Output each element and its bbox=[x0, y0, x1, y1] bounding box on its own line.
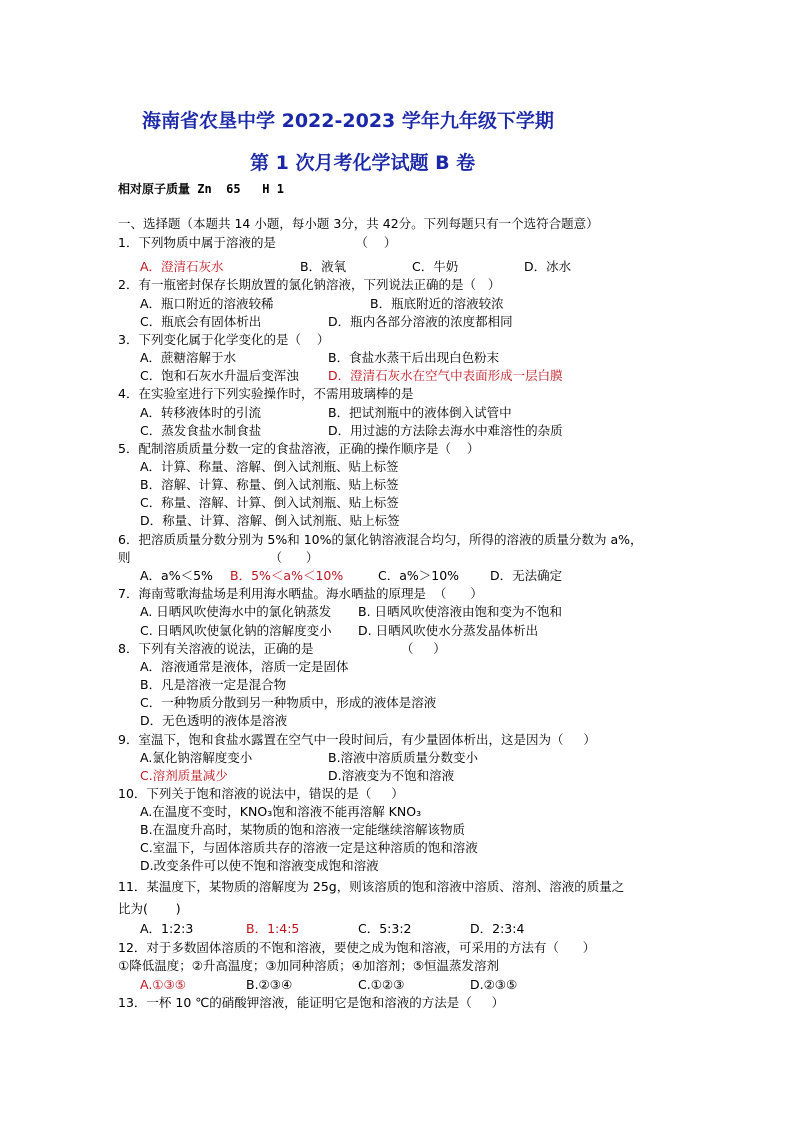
q7-option-d: D. 日晒风吹使水分蒸发晶体析出 bbox=[358, 623, 539, 638]
q5-option-a: A．计算、称量、溶解、倒入试剂瓶、贴上标签 bbox=[140, 459, 399, 474]
q9-option-d: D.溶液变为不饱和溶液 bbox=[328, 768, 455, 783]
q11-option-a: A．1:2:3 bbox=[140, 921, 194, 936]
q8-option-d: D．无色透明的液体是溶液 bbox=[140, 713, 288, 728]
q10-option-c: C.室温下，与固体溶质共存的溶液一定是这种溶质的饱和溶液 bbox=[140, 840, 478, 855]
question-6-stem-cont: 则 （ ） bbox=[118, 550, 319, 565]
q10-option-b: B.在温度升高时，某物质的饱和溶液一定能继续溶解该物质 bbox=[140, 822, 466, 837]
q8-option-a: A．溶液通常是液体，溶质一定是固体 bbox=[140, 659, 349, 674]
q6-option-a: A．a%＜5% bbox=[140, 568, 213, 583]
question-7-stem: 7．海南莺歌海盐场是利用海水晒盐。海水晒盐的原理是 （ ） bbox=[118, 586, 483, 601]
q5-option-d: D．称量、计算、溶解、倒入试剂瓶、贴上标签 bbox=[140, 513, 400, 528]
question-12-stem-cont: ①降低温度；②升高温度；③加同种溶质；④加溶剂；⑤恒温蒸发溶剂 bbox=[118, 958, 500, 973]
question-11-stem-cont: 比为( ) bbox=[118, 901, 181, 916]
question-12-stem: 12．对于多数固体溶质的不饱和溶液，要使之成为饱和溶液，可采用的方法有（ ） bbox=[118, 940, 596, 955]
q12-option-b: B.②③④ bbox=[246, 977, 293, 992]
question-6-stem: 6．把溶质质量分数分别为 5%和 10%的氯化钠溶液混合均匀，所得的溶液的质量分数为 a%， bbox=[118, 532, 643, 547]
question-5-stem: 5．配制溶质质量分数一定的食盐溶液，正确的操作顺序是（ ） bbox=[118, 441, 480, 456]
section-heading: 一、选择题（本题共 14 小题，每小题 3分，共 42分。下列每题只有一个选符合题意） bbox=[118, 216, 599, 231]
q6-option-b: B．5%＜a%＜10% bbox=[230, 568, 344, 583]
atomic-mass-note: 相对原子质量 Zn 65 H 1 bbox=[118, 182, 284, 196]
q7-option-a: A. 日晒风吹使海水中的氯化钠蒸发 bbox=[140, 604, 332, 619]
q9-option-a: A.氯化钠溶解度变小 bbox=[140, 750, 253, 765]
q1-option-d: D．冰水 bbox=[524, 259, 572, 274]
q1-option-c: C．牛奶 bbox=[412, 259, 459, 274]
q4-option-d: D．用过滤的方法除去海水中难溶性的杂质 bbox=[328, 423, 563, 438]
q12-option-d: D.②③⑤ bbox=[470, 977, 518, 992]
question-9-stem: 9．室温下，饱和食盐水露置在空气中一段时间后，有少量固体析出，这是因为（ ） bbox=[118, 732, 596, 747]
question-4-stem: 4．在实验室进行下列实验操作时，不需用玻璃棒的是 bbox=[118, 386, 414, 401]
q12-option-a: A.①③⑤ bbox=[140, 977, 186, 992]
q6-option-c: C．a%＞10% bbox=[378, 568, 460, 583]
q7-option-b: B. 日晒风吹使溶液由饱和变为不饱和 bbox=[358, 604, 563, 619]
q4-option-a: A．转移液体时的引流 bbox=[140, 405, 262, 420]
q4-option-b: B．把试剂瓶中的液体倒入试管中 bbox=[328, 405, 512, 420]
question-3-stem: 3．下列变化属于化学变化的是（ ） bbox=[118, 332, 330, 347]
q9-option-c: C.溶剂质量减少 bbox=[140, 768, 228, 783]
question-1-stem: 1．下列物质中属于溶液的是 （ ） bbox=[118, 235, 397, 250]
q10-option-a: A.在温度不变时，KNO₃饱和溶液不能再溶解 KNO₃ bbox=[140, 804, 422, 819]
q6-option-d: D．无法确定 bbox=[490, 568, 563, 583]
q11-option-b: B．1:4:5 bbox=[246, 921, 300, 936]
q7-option-c: C. 日晒风吹使氯化钠的溶解度变小 bbox=[140, 623, 332, 638]
q3-option-b: B．食盐水蒸干后出现白色粉末 bbox=[328, 350, 500, 365]
q4-option-c: C．蒸发食盐水制食盐 bbox=[140, 423, 262, 438]
q10-option-d: D.改变条件可以使不饱和溶液变成饱和溶液 bbox=[140, 858, 379, 873]
q1-option-b: B．液氧 bbox=[300, 259, 347, 274]
question-8-stem: 8．下列有关溶液的说法，正确的是 （ ） bbox=[118, 641, 446, 656]
q5-option-c: C．称量、溶解、计算、倒入试剂瓶、贴上标签 bbox=[140, 495, 399, 510]
q12-option-c: C.①②③ bbox=[358, 977, 405, 992]
q1-option-a: A．澄清石灰水 bbox=[140, 259, 224, 274]
q11-option-c: C．5:3:2 bbox=[358, 921, 412, 936]
question-10-stem: 10．下列关于饱和溶液的说法中，错误的是（ ） bbox=[118, 786, 404, 801]
question-2-stem: 2．有一瓶密封保存长期放置的氯化钠溶液，下列说法正确的是（ ） bbox=[118, 277, 501, 292]
exam-title-line1: 海南省农垦中学 2022-2023 学年九年级下学期 bbox=[142, 110, 554, 132]
exam-title-line2: 第 1 次月考化学试题 B 卷 bbox=[250, 152, 476, 174]
q3-option-a: A．蔗糖溶解于水 bbox=[140, 350, 237, 365]
q3-option-d: D．澄清石灰水在空气中表面形成一层白膜 bbox=[328, 368, 563, 383]
q2-option-a: A．瓶口附近的溶液较稀 bbox=[140, 296, 274, 311]
q9-option-b: B.溶液中溶质质量分数变小 bbox=[328, 750, 479, 765]
q8-option-c: C．一种物质分散到另一种物质中，形成的液体是溶液 bbox=[140, 695, 437, 710]
question-13-stem: 13．一杯 10 ℃的硝酸钾溶液，能证明它是饱和溶液的方法是（ ） bbox=[118, 995, 505, 1010]
q8-option-b: B．凡是溶液一定是混合物 bbox=[140, 677, 287, 692]
q5-option-b: B．溶解、计算、称量、倒入试剂瓶、贴上标签 bbox=[140, 477, 399, 492]
q2-option-c: C．瓶底会有固体析出 bbox=[140, 314, 262, 329]
q3-option-c: C．饱和石灰水升温后变浑浊 bbox=[140, 368, 299, 383]
q2-option-d: D．瓶内各部分溶液的浓度都相同 bbox=[328, 314, 513, 329]
q11-option-d: D．2:3:4 bbox=[470, 921, 525, 936]
question-11-stem: 11．某温度下，某物质的溶解度为 25g，则该溶质的饱和溶液中溶质、溶剂、溶液的质量之 bbox=[118, 879, 625, 894]
q2-option-b: B．瓶底附近的溶液较浓 bbox=[370, 296, 504, 311]
